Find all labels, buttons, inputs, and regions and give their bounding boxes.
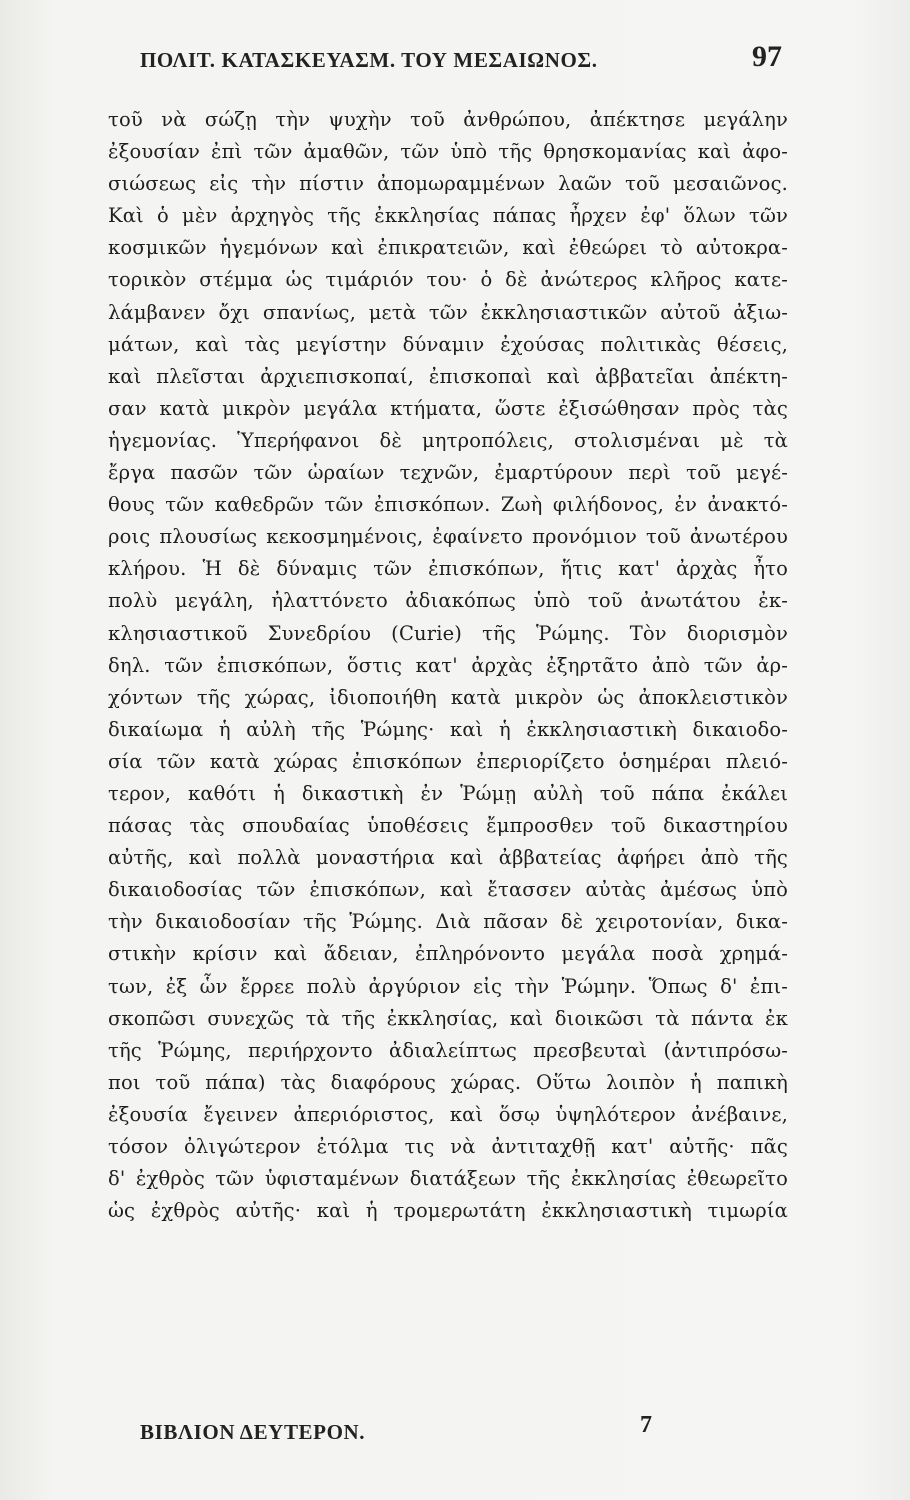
- text-line: τὴν δικαιοδοσίαν τῆς Ῥώμης. Διὰ πᾶσαν δὲ χειροτονίαν, δικα-: [108, 910, 788, 934]
- text-line: ἐξουσία ἔγεινεν ἀπεριόριστος, καὶ ὅσῳ ὑψηλότερον ἀνέβαινε,: [108, 1102, 788, 1126]
- footer-book-title: ΒΙΒΛΙΟΝ ΔΕΥΤΕΡΟΝ.: [140, 1420, 366, 1444]
- text-line: σαν κατὰ μικρὸν μεγάλα κτήματα, ὥστε ἐξισώθησαν πρὸς τὰς: [108, 396, 788, 420]
- text-line: Καὶ ὁ μὲν ἀρχηγὸς τῆς ἐκκλησίας πάπας ἦρχεν ἐφ' ὅλων τῶν: [108, 204, 788, 228]
- text-line: κλήρου. Ἡ δὲ δύναμις τῶν ἐπισκόπων, ἥτις κατ' ἀρχὰς ἦτο: [108, 557, 788, 581]
- text-line: τερον, καθότι ἡ δικαστικὴ ἐν Ῥώμῃ αὐλὴ τοῦ πάπα ἐκάλει: [108, 781, 788, 805]
- text-line: δηλ. τῶν ἐπισκόπων, ὅστις κατ' ἀρχὰς ἐξηρτᾶτο ἀπὸ τῶν ἀρ-: [108, 653, 788, 677]
- text-line: κλησιαστικοῦ Συνεδρίου (Curie) τῆς Ῥώμης. Τὸν διορισμὸν: [108, 621, 788, 645]
- text-line: ὡς ἐχθρὸς αὐτῆς· καὶ ἡ τρομερωτάτη ἐκκλησιαστικὴ τιμωρία: [108, 1199, 788, 1223]
- text-line: θους τῶν καθεδρῶν τῶν ἐπισκόπων. Ζωὴ φιλήδονος, ἐν ἀνακτό-: [108, 493, 788, 517]
- text-line: τόσον ὀλιγώτερον ἐτόλμα τις νὰ ἀντιταχθῇ κατ' αὐτῆς· πᾶς: [108, 1135, 788, 1158]
- text-line: τοῦ νὰ σώζῃ τὴν ψυχὴν τοῦ ἀνθρώπου, ἀπέκτησε μεγάλην: [108, 108, 788, 131]
- text-line: δικαίωμα ἡ αὐλὴ τῆς Ῥώμης· καὶ ἡ ἐκκλησιαστικὴ δικαιοδο-: [108, 717, 788, 741]
- text-line: σκοπῶσι συνεχῶς τὰ τῆς ἐκκλησίας, καὶ διοικῶσι τὰ πάντα ἐκ: [108, 1006, 788, 1030]
- text-line: μάτων, καὶ τὰς μεγίστην δύναμιν ἐχούσας πολιτικὰς θέσεις,: [108, 332, 788, 356]
- text-line: στικὴν κρίσιν καὶ ἄδειαν, ἐπληρόνοντο μεγάλα ποσὰ χρημά-: [108, 942, 788, 966]
- text-line: αὐτῆς, καὶ πολλὰ μοναστήρια καὶ ἀββατείας ἀφήρει ἀπὸ τῆς: [108, 846, 788, 870]
- text-line: τῆς Ῥώμης, περιήρχοντο ἀδιαλείπτως πρεσβευταὶ (ἀντιπρόσω-: [108, 1038, 788, 1062]
- text-line: χόντων τῆς χώρας, ἰδιοποιήθη κατὰ μικρὸν ὡς ἀποκλειστικὸν: [108, 685, 788, 709]
- text-line: ἔργα πασῶν τῶν ὡραίων τεχνῶν, ἐμαρτύρουν περὶ τοῦ μεγέ-: [108, 461, 788, 485]
- text-line: των, ἐξ ὧν ἔρρεε πολὺ ἀργύριον εἰς τὴν Ῥώμην. Ὅπως δ' ἐπι-: [108, 974, 788, 998]
- text-line: ἡγεμονίας. Ὑπερήφανοι δὲ μητροπόλεις, στολισμέναι μὲ τὰ: [108, 428, 788, 452]
- body-text: [108, 104, 788, 1227]
- text-line: κοσμικῶν ἡγεμόνων καὶ ἐπικρατειῶν, καὶ ἐθεώρει τὸ αὐτοκρα-: [108, 236, 788, 260]
- text-line: λάμβανεν ὄχι σπανίως, μετὰ τῶν ἐκκλησιαστικῶν αὐτοῦ ἀξιω-: [108, 300, 788, 324]
- text-line: ροις πλουσίως κεκοσμημένοις, ἐφαίνετο προνόμιον τοῦ ἀνωτέρου: [108, 525, 788, 549]
- text-line: ποι τοῦ πάπα) τὰς διαφόρους χώρας. Οὕτω λοιπὸν ἡ παπικὴ: [108, 1070, 788, 1094]
- text-line: καὶ πλεῖσται ἀρχιεπισκοπαί, ἐπισκοπαὶ καὶ ἀββατεῖαι ἀπέκτη-: [108, 364, 788, 388]
- text-line: πάσας τὰς σπουδαίας ὑποθέσεις ἔμπροσθεν τοῦ δικαστηρίου: [108, 814, 788, 838]
- page-number: 97: [752, 40, 782, 73]
- text-line: πολὺ μεγάλη, ἠλαττόνετο ἀδιακόπως ὑπὸ τοῦ ἀνωτάτου ἐκ-: [108, 589, 788, 613]
- text-line: δ' ἐχθρὸς τῶν ὑφισταμένων διατάξεων τῆς ἐκκλησίας ἐθεωρεῖτο: [108, 1167, 788, 1191]
- text-line: δικαιοδοσίας τῶν ἐπισκόπων, καὶ ἔτασσεν αὐτὰς ἀμέσως ὑπὸ: [108, 878, 788, 902]
- running-head: ΠΟΛΙΤ. ΚΑΤΑΣΚΕΥΑΣΜ. ΤΟΥ ΜΕΣΑΙΩΝΟΣ.: [140, 48, 598, 72]
- text-line: σία τῶν κατὰ χώρας ἐπισκόπων ἐπεριορίζετο ὁσημέραι πλειό-: [108, 749, 788, 773]
- signature-mark: 7: [640, 1412, 652, 1438]
- text-line: σιώσεως εἰς τὴν πίστιν ἀπομωραμμένων λαῶν τοῦ μεσαιῶνος.: [108, 172, 788, 196]
- text-line: ἐξουσίαν ἐπὶ τῶν ἀμαθῶν, τῶν ὑπὸ τῆς θρησκομανίας καὶ ἀφο-: [108, 140, 788, 164]
- text-line: τορικὸν στέμμα ὡς τιμάριόν του· ὁ δὲ ἀνώτερος κλῆρος κατε-: [108, 268, 788, 292]
